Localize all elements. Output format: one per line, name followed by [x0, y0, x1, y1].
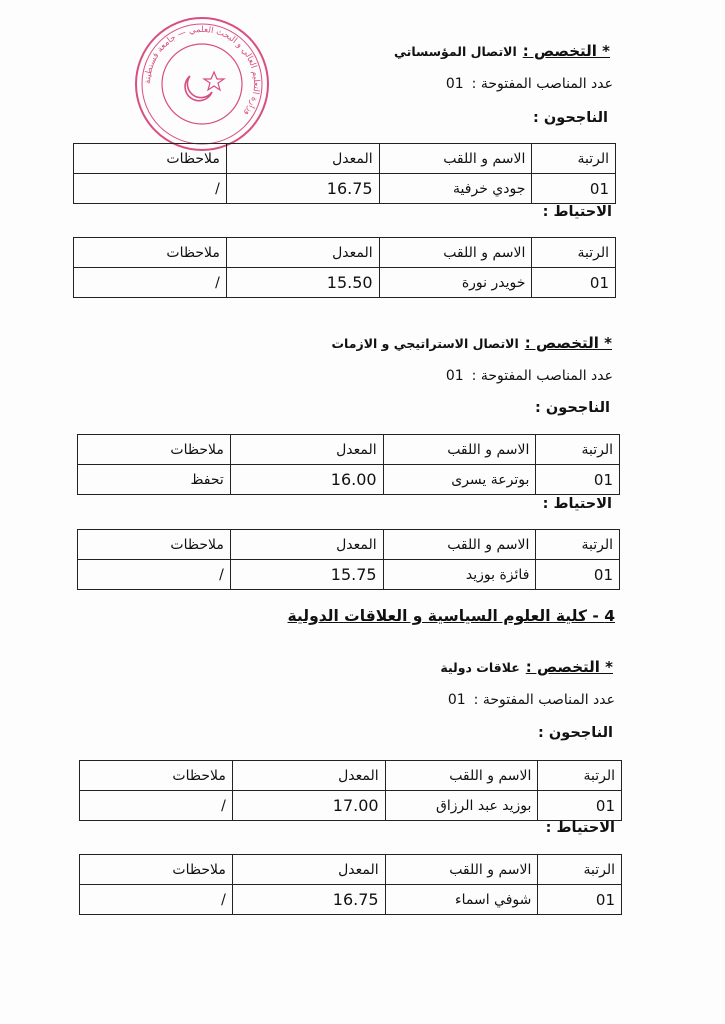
cell-name: بوزيد عبد الرزاق: [385, 791, 538, 821]
header-name: الاسم و اللقب: [379, 144, 532, 174]
cell-rank: 01: [538, 885, 622, 915]
table-row: [78, 560, 620, 590]
cell-name: جودي خرفية: [379, 174, 532, 204]
winners-heading-1: الناجحون :: [533, 110, 608, 126]
header-rank: الرتبة: [536, 435, 620, 465]
cell-rank: 01: [532, 174, 616, 204]
cell-name: فائزة بوزيد: [383, 560, 536, 590]
stamp-arc-text: وزارة التعليم العالي و البحث العلمي — جامعة قسنطينة: [142, 24, 262, 118]
specialty-label: * التخصص :: [525, 658, 613, 676]
reserve-table-1: [73, 237, 616, 298]
specialty-heading-3: [440, 658, 613, 676]
header-average: المعدل: [232, 761, 385, 791]
header-notes: ملاحظات: [78, 435, 231, 465]
cell-average: 16.00: [230, 465, 383, 495]
header-rank: الرتبة: [532, 238, 616, 268]
header-name: الاسم و اللقب: [379, 238, 532, 268]
table-header-row: [80, 761, 622, 791]
winners-table-1: [73, 143, 616, 204]
header-average: المعدل: [230, 530, 383, 560]
table-row: [80, 885, 622, 915]
open-posts-value: 01: [445, 76, 464, 92]
header-notes: ملاحظات: [80, 761, 233, 791]
table-header-row: [78, 435, 620, 465]
cell-average: 16.75: [226, 174, 379, 204]
open-posts-1: [446, 76, 613, 92]
header-average: المعدل: [232, 855, 385, 885]
cell-rank: 01: [532, 268, 616, 298]
winners-table-2: [77, 434, 620, 495]
open-posts-label: عدد المناصب المفتوحة :: [471, 76, 613, 92]
cell-notes: تحفظ: [78, 465, 231, 495]
open-posts-label: عدد المناصب المفتوحة :: [473, 692, 615, 708]
specialty-name: الاتصال المؤسساتي: [394, 44, 517, 59]
header-name: الاسم و اللقب: [383, 530, 536, 560]
specialty-heading-2: [332, 334, 613, 352]
header-notes: ملاحظات: [78, 530, 231, 560]
cell-notes: /: [74, 174, 227, 204]
table-row: [74, 268, 616, 298]
cell-name: شوفي اسماء: [385, 885, 538, 915]
reserve-heading-1: الاحتياط :: [542, 204, 612, 220]
header-name: الاسم و اللقب: [385, 761, 538, 791]
reserve-table-3: [79, 854, 622, 915]
open-posts-label: عدد المناصب المفتوحة :: [471, 368, 613, 384]
faculty-heading: 4 - كلية العلوم السياسية و العلاقات الدولية: [287, 607, 615, 625]
cell-notes: /: [74, 268, 227, 298]
cell-average: 17.00: [232, 791, 385, 821]
winners-heading-2: الناجحون :: [535, 400, 610, 416]
header-notes: ملاحظات: [74, 238, 227, 268]
winners-table-3: [79, 760, 622, 821]
header-average: المعدل: [226, 144, 379, 174]
cell-average: 15.75: [230, 560, 383, 590]
cell-rank: 01: [536, 465, 620, 495]
table-header-row: [74, 144, 616, 174]
table-header-row: [80, 855, 622, 885]
header-average: المعدل: [230, 435, 383, 465]
reserve-heading-3: الاحتياط :: [545, 820, 615, 836]
specialty-label: * التخصص :: [524, 334, 612, 352]
reserve-table-2: [77, 529, 620, 590]
header-notes: ملاحظات: [80, 855, 233, 885]
open-posts-3: [448, 692, 615, 708]
table-row: [80, 791, 622, 821]
svg-text:وزارة التعليم العالي و البحث ا: [143, 25, 261, 118]
open-posts-2: [446, 368, 613, 384]
cell-rank: 01: [536, 560, 620, 590]
header-rank: الرتبة: [532, 144, 616, 174]
table-header-row: [74, 238, 616, 268]
header-name: الاسم و اللقب: [383, 435, 536, 465]
header-name: الاسم و اللقب: [385, 855, 538, 885]
header-rank: الرتبة: [538, 761, 622, 791]
header-rank: الرتبة: [536, 530, 620, 560]
cell-name: بوترعة يسرى: [383, 465, 536, 495]
open-posts-value: 01: [447, 692, 466, 708]
cell-notes: /: [78, 560, 231, 590]
table-row: [74, 174, 616, 204]
reserve-heading-2: الاحتياط :: [542, 496, 612, 512]
open-posts-value: 01: [445, 368, 464, 384]
header-rank: الرتبة: [538, 855, 622, 885]
winners-heading-3: الناجحون :: [538, 725, 613, 741]
table-row: [78, 465, 620, 495]
cell-notes: /: [80, 791, 233, 821]
cell-average: 15.50: [226, 268, 379, 298]
specialty-name: علاقات دولية: [440, 660, 520, 675]
specialty-name: الاتصال الاستراتيجي و الازمات: [331, 336, 519, 351]
cell-notes: /: [80, 885, 233, 915]
specialty-heading-1: [394, 42, 610, 60]
header-average: المعدل: [226, 238, 379, 268]
specialty-label: * التخصص :: [522, 42, 610, 60]
cell-average: 16.75: [232, 885, 385, 915]
header-notes: ملاحظات: [74, 144, 227, 174]
cell-name: خويدر نورة: [379, 268, 532, 298]
cell-rank: 01: [538, 791, 622, 821]
official-stamp: [132, 14, 272, 154]
table-header-row: [78, 530, 620, 560]
